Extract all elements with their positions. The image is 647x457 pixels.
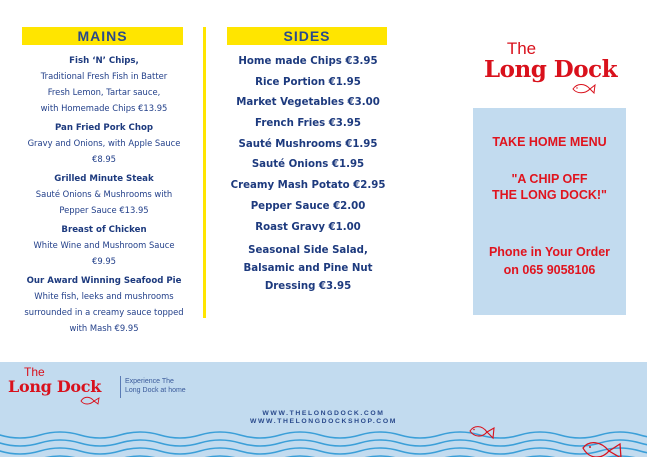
side-item: French Fries €3.95 xyxy=(255,118,361,130)
logo-the: The xyxy=(24,365,45,379)
tagline-line: Long Dock at home xyxy=(125,387,186,394)
mains-list xyxy=(20,55,188,342)
footer-logo xyxy=(8,366,101,405)
item-name: Pan Fried Pork Chop xyxy=(54,123,154,133)
fish-icon xyxy=(468,424,496,440)
phone-label: Phone in Your Order xyxy=(488,245,611,259)
menu-item-fish-n-chips xyxy=(20,55,188,116)
item-name: Breast of Chicken xyxy=(61,225,147,235)
take-home-panel xyxy=(473,108,626,315)
footer-band xyxy=(0,362,647,457)
promo-slogan xyxy=(473,171,626,203)
side-item: Roast Gravy €1.00 xyxy=(255,221,361,233)
fish-icon xyxy=(80,396,100,405)
item-name: Our Award Winning Seafood Pie xyxy=(26,276,182,286)
menu-item-pork-chop xyxy=(20,122,188,167)
side-item: Sauté Onions €1.95 xyxy=(251,159,365,171)
fish-icon xyxy=(581,440,623,457)
footer-separator xyxy=(120,376,121,398)
item-name: Fish ‘N’ Chips, xyxy=(69,56,139,66)
side-item: Market Vegetables €3.00 xyxy=(236,97,380,109)
website-link[interactable]: WWW.THELONGDOCK.COM xyxy=(262,410,385,417)
slogan-line: THE LONG DOCK!" xyxy=(492,188,607,202)
salad-line: Balsamic and Pine Nut xyxy=(243,262,373,274)
footer-urls xyxy=(0,410,647,426)
salad-line: Dressing €3.95 xyxy=(264,280,352,292)
item-desc: Sauté Onions & Mushrooms with xyxy=(35,189,173,199)
logo-name: Long Dock xyxy=(8,377,101,396)
mains-heading: MAINS xyxy=(22,27,183,45)
column-divider xyxy=(203,27,206,318)
logo-the: The xyxy=(506,39,537,58)
side-item: Sauté Mushrooms €1.95 xyxy=(238,138,378,150)
item-desc: surrounded in a creamy sauce topped xyxy=(24,307,184,317)
phone-number: on 065 9058106 xyxy=(503,263,596,277)
shop-link[interactable]: WWW.THELONGDOCKSHOP.COM xyxy=(250,418,397,425)
item-desc: Traditional Fresh Fish in Batter xyxy=(40,71,168,81)
item-price: €8.95 xyxy=(92,154,116,164)
footer-tagline xyxy=(125,377,186,395)
menu-item-seafood-pie xyxy=(20,275,188,336)
menu-item-minute-steak xyxy=(20,173,188,218)
side-item-salad xyxy=(222,242,394,296)
slogan-line: "A CHIP OFF xyxy=(511,172,588,186)
menu-item-chicken xyxy=(20,224,188,269)
promo-title: TAKE HOME MENU xyxy=(492,135,607,149)
item-name: Grilled Minute Steak xyxy=(54,174,154,184)
item-desc: White Wine and Mushroom Sauce xyxy=(33,240,175,250)
item-desc: White fish, leeks and mushrooms xyxy=(34,291,174,301)
item-price: with Homemade Chips €13.95 xyxy=(40,103,168,113)
side-item: Home made Chips €3.95 xyxy=(238,56,378,67)
side-item: Creamy Mash Potato €2.95 xyxy=(230,180,386,192)
waves-decoration xyxy=(0,426,647,457)
side-item: Pepper Sauce €2.00 xyxy=(250,200,366,212)
fish-icon xyxy=(571,83,597,94)
promo-phone xyxy=(473,243,626,279)
brand-logo xyxy=(473,40,628,94)
item-desc: Gravy and Onions, with Apple Sauce xyxy=(27,138,181,148)
salad-line: Seasonal Side Salad, xyxy=(248,244,368,256)
item-price: Pepper Sauce €13.95 xyxy=(59,205,149,215)
item-price: with Mash €9.95 xyxy=(69,323,139,333)
item-desc: Fresh Lemon, Tartar sauce, xyxy=(47,87,161,97)
sides-list xyxy=(222,55,394,303)
logo-name: Long Dock xyxy=(483,56,618,83)
sides-heading: SIDES xyxy=(227,27,387,45)
tagline-line: Experience The xyxy=(125,378,174,385)
side-item: Rice Portion €1.95 xyxy=(255,76,361,88)
item-price: €9.95 xyxy=(92,256,116,266)
